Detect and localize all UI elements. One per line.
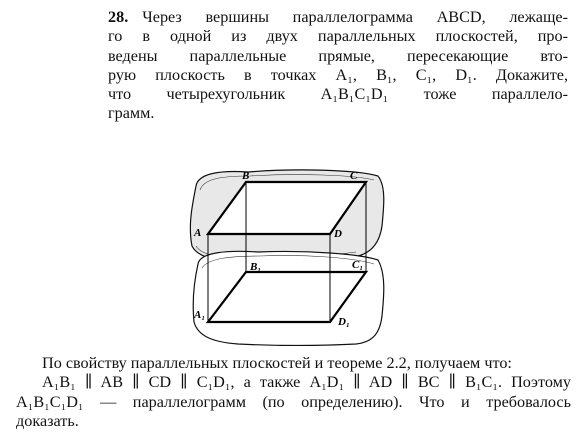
- label-B1: B₁: [250, 261, 262, 273]
- problem-line-6: грамм.: [108, 104, 155, 123]
- label-A: A: [194, 227, 202, 239]
- label-C: C: [350, 170, 358, 182]
- problem-line-4: рую плоскость в точках A₁, B₁, C₁, D₁. Докажите,: [108, 65, 568, 84]
- label-B: B: [242, 170, 250, 182]
- problem-text-line: Через вершины параллелограмма ABCD, лежаще-: [142, 8, 568, 26]
- problem-line-5: что четырехугольник A₁B₁C₁D₁ тоже параллело-: [108, 85, 568, 104]
- problem-line-1: [108, 8, 568, 27]
- problem-line-2: го в одной из двух параллельных плоскостей, про-: [108, 27, 568, 46]
- problem-number: 28.: [108, 8, 129, 26]
- label-D: D: [334, 228, 342, 240]
- solution-line-2: A₁B₁ ∥ AB ∥ CD ∥ C₁D₁, а также A₁D₁ ∥ AD ∥ BC ∥ B₁C₁. Поэтому: [42, 373, 571, 392]
- label-D1: D₁: [338, 316, 350, 328]
- solution-line-3: A₁B₁C₁D₁ — параллелограмм (по определению). Что и требовалось: [16, 392, 571, 411]
- label-A1: A₁: [194, 309, 206, 321]
- problem-line-3: ведены параллельные прямые, пересекающие вто-: [108, 46, 568, 65]
- problem-statement: [108, 8, 568, 124]
- solution-line-1: По свойству параллельных плоскостей и теореме 2.2, получаем что:: [42, 354, 512, 372]
- parallelepiped-figure: [188, 166, 388, 346]
- solution-text: [16, 354, 571, 431]
- label-C1: C₁: [352, 259, 364, 271]
- solution-line-4: доказать.: [16, 411, 79, 430]
